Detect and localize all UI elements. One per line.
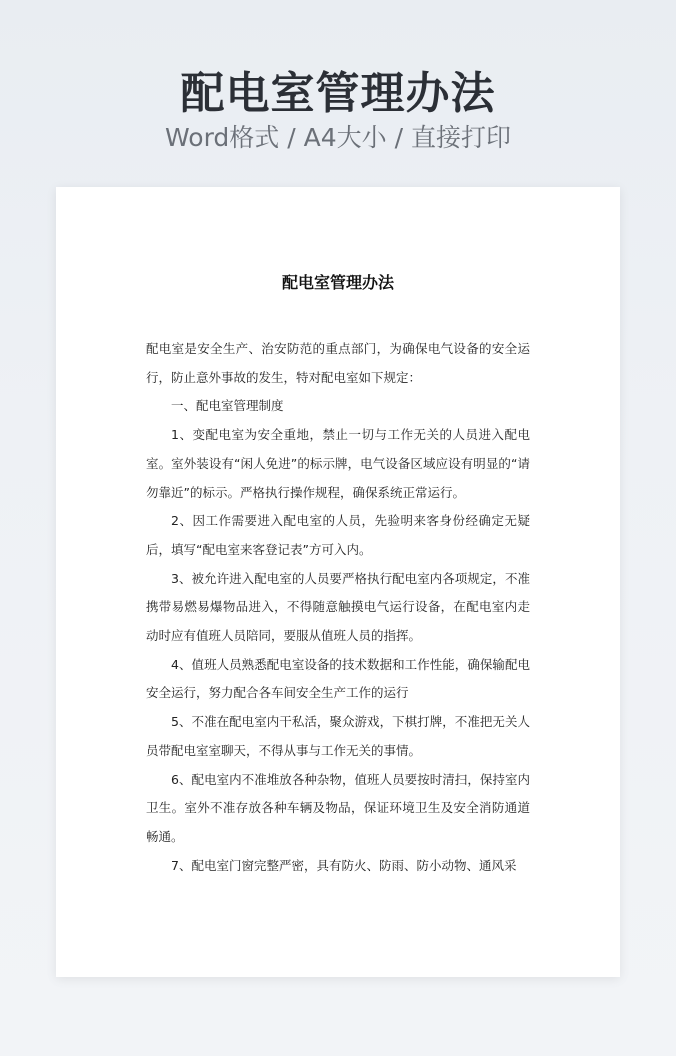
rule-item-6: 6、配电室内不准堆放各种杂物，值班人员要按时清扫，保持室内卫生。室外不准存放各种车辆及物品，保证环境卫生及安全消防通道畅通。	[146, 771, 530, 844]
rule-item-4: 4、值班人员熟悉配电室设备的技术数据和工作性能，确保输配电安全运行，努力配合各车间安全生产工作的运行	[146, 656, 530, 701]
rule-item-5: 5、不准在配电室内干私活，聚众游戏，下棋打牌，不准把无关人员带配电室室聊天，不得从事与工作无关的事情。	[146, 714, 530, 758]
intro-paragraph: 配电室是安全生产、治安防范的重点部门，为确保电气设备的安全运行，防止意外事故的发生，特对配电室如下规定：	[146, 341, 530, 385]
rule-item-2: 2、因工作需要进入配电室的人员，先验明来客身份经确定无疑后，填写“配电室来客登记表”方可入内。	[146, 513, 530, 557]
page-subtitle: Word格式 / A4大小 / 直接打印	[165, 123, 511, 152]
document-title: 配电室管理办法	[281, 273, 394, 292]
section-heading: 一、配电室管理制度	[171, 398, 284, 414]
document-page	[56, 187, 620, 977]
rule-item-7: 7、配电室门窗完整严密，具有防火、防雨、防小动物、通风采	[171, 857, 517, 873]
document-body	[146, 335, 530, 880]
rule-item-3: 3、被允许进入配电室的人员要严格执行配电室内各项规定，不准携带易燃易爆物品进入，不得随意触摸电气运行设备，在配电室内走动时应有值班人员陪同，要服从值班人员的指挥。	[146, 570, 530, 644]
rule-item-1: 1、变配电室为安全重地，禁止一切与工作无关的人员进入配电室。室外装设有“闲人免进”的标示牌，电气设备区域应设有明显的“请勿靠近”的标示。严格执行操作规程，确保系统正常运行。	[146, 427, 530, 500]
page-title: 配电室管理办法	[180, 68, 496, 119]
